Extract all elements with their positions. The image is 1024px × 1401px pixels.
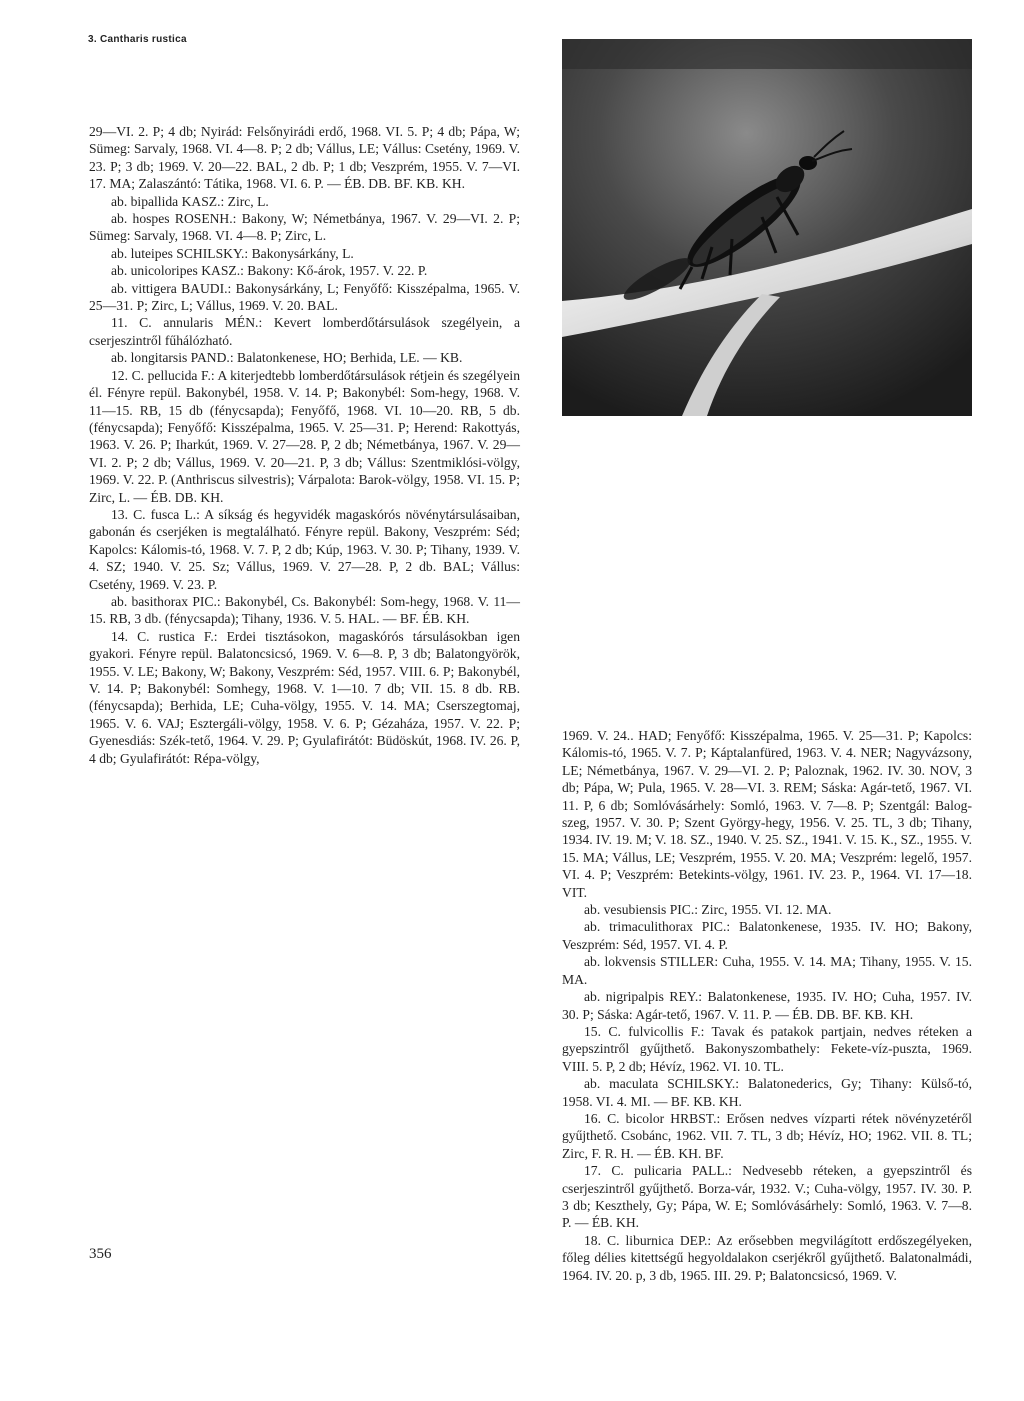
right-paragraph: ab. lokvensis STILLER: Cuha, 1955. V. 14. MA; Tihany, 1955. V. 15. MA.	[562, 954, 972, 987]
left-paragraph: 11. C. annularis MÉN.: Kevert lomberdőtársulások szegélyein, a cserjeszintről fűhálózható.	[89, 315, 520, 348]
beetle-photo-image	[562, 39, 972, 416]
running-title: 3. Cantharis rustica	[88, 34, 187, 45]
left-paragraph: 13. C. fusca L.: A síkság és hegyvidék magaskórós növénytársulásaiban, gabonán és cserjéken is megtalálható. Fényre repül. Bakony, Veszprém: Séd; Kapolcs: Kálomis-tó, 1968. V. 7. P, 2 db; Kúp, 1963. V. 30. P; Tihany, 1939. V. 4. SZ; 1940. V. 25. Sz; Vállus, 1969. V. 27—28. P, 2 db. BAL; Vállus: Csetény, 1969. V. 23. P.	[89, 506, 520, 592]
left-paragraph: ab. longitarsis PAND.: Balatonkenese, HO; Berhida, LE. — KB.	[111, 350, 463, 366]
left-paragraph: ab. hospes ROSENH.: Bakony, W; Németbánya, 1967. V. 29—VI. 2. P; Sümeg: Sarvaly, 1968. VI. 4—8. P; Zirc, L.	[89, 211, 520, 244]
right-paragraph: 18. C. liburnica DEP.: Az erősebben megvilágított erdőszegélyeken, főleg délies kitettségű hegyoldalakon cserjékről gyűjthető. Balatonalmádi, 1964. IV. 20. p, 3 db, 1965. III. 29. P; Balatoncsicsó, 1969. V.	[562, 1232, 972, 1283]
left-paragraph: 14. C. rustica F.: Erdei tisztásokon, magaskórós társulásokban igen gyakori. Fényre repül. Balatoncsicsó, 1969. V. 6—8. P, 3 db; Balatongyörök, 1955. V. LE; Bakony, W; Bakony, Veszprém: Séd, 1957. VIII. 6. P; Bakonybél, V. 14. P; Bakonybél: Somhegy, 1968. V. 1—10. 7 db; VII. 15. 8 db. RB. (fénycsapda); Berhida, LE; Cuha-völgy, 1955. V. 14. MA; Cserszegtomaj, 1965. V. 6. VAJ; Esztergáli-völgy, 1958. V. 6. P; Gézaháza, 1957. V. 22. P; Gyenesdiás: Szék-tető, 1964. V. 29. P; Gyulafirátót: Büdöskút, 1968. IV. 26. P, 4 db; Gyulafirátót: Répa-völgy,	[89, 628, 520, 766]
page-number: 356	[89, 1246, 112, 1262]
right-text-column	[562, 727, 972, 1284]
right-paragraph: ab. vesubiensis PIC.: Zirc, 1955. VI. 12. MA.	[584, 902, 832, 918]
left-paragraph: ab. unicoloripes KASZ.: Bakony: Kő-árok, 1957. V. 22. P.	[111, 263, 428, 279]
left-paragraph: 29—VI. 2. P; 4 db; Nyirád: Felsőnyirádi erdő, 1968. VI. 5. P; 4 db; Pápa, W; Sümeg: Sarvaly, 1968. VI. 4—8. P; 2 db; Vállus, LE; Vállus: Csetény, 1969. V. 23. P; 3 db; 1969. V. 20—22. BAL, 2 db. P; 1 db; Veszprém, 1955. V. 7—VI. 17. MA; Zalaszántó: Tátika, 1968. VI. 6. P. — ÉB. DB. BF. KB. KH.	[89, 124, 520, 192]
right-paragraph: 17. C. pulicaria PALL.: Nedvesebb réteken, a gyepszintről és cserjeszintről gyűjthető. Borza-vár, 1932. V.; Cuha-völgy, 1957. IV. 30. P. 3 db; Keszthely, Gy; Pápa, W. E; Somlóvásárhely: Somló, 1963. V. 7—8. P. — ÉB. KH.	[562, 1163, 972, 1231]
left-text-column	[89, 123, 520, 767]
left-paragraph: ab. vittigera BAUDI.: Bakonysárkány, L; Fenyőfő: Kisszépalma, 1965. V. 25—31. P; Zirc, L; Vállus, 1969. V. 20. BAL.	[89, 280, 520, 314]
right-paragraph: 15. C. fulvicollis F.: Tavak és patakok partjain, nedves réteken a gyepszintről gyűjthető. Bakonyszombathely: Fekete-víz-puszta, 1969. VIII. 5. P, 2 db; Hévíz, 1962. VI. 10. TL.	[562, 1023, 972, 1074]
right-paragraph: ab. maculata SCHILSKY.: Balatonederics, Gy; Tihany: Külső-tó, 1958. VI. 4. MI. — BF. KB. KH.	[562, 1076, 972, 1109]
left-paragraph: ab. bipallida KASZ.: Zirc, L.	[111, 193, 269, 209]
left-paragraph: ab. basithorax PIC.: Bakonybél, Cs. Bakonybél: Som-hegy, 1968. V. 11—15. RB, 3 db. (fénycsapda); Tihany, 1936. V. 5. HAL. — BF. ÉB. KH.	[89, 593, 520, 627]
left-paragraph: ab. luteipes SCHILSKY.: Bakonysárkány, L.	[111, 245, 354, 261]
beetle-photo	[562, 39, 972, 416]
left-paragraph: 12. C. pellucida F.: A kiterjedtebb lomberdőtársulások rétjein és szegélyein él. Fényre repül. Bakonybél, 1958. V. 14. P; Bakonybél: Som-hegy, 1968. V. 11—15. RB, 15 db (fénycsapda); Fenyőfő, 1968. VI. 10—20. RB, 5 db. (fénycsapda); Fenyőfő: Kisszépalma, 1965. V. 25—31. P; Herend: Rakottyás, 1963. V. 26. P; Iharkút, 1969. V. 27—28. P, 2 db; Németbánya, 1967. V. 29—VI. 2. P; 2 db; Vállus, 1969. V. 20—21. P, 3 db; Vállus: Szentmiklósi-völgy, 1969. V. 22. P. (Anthriscus silvestris); Várpalota: Barok-völgy, 1958. VI. 15. P; Zirc, L. — ÉB. DB. KH.	[89, 367, 520, 505]
right-paragraph: ab. nigripalpis REY.: Balatonkenese, 1935. IV. HO; Cuha, 1957. IV. 30. P; Sáska: Agár-tető, 1967. V. 11. P. — ÉB. DB. BF. KB. KH.	[562, 989, 972, 1022]
right-paragraph: ab. trimaculithorax PIC.: Balatonkenese, 1935. IV. HO; Bakony, Veszprém: Séd, 1957. VI. 4. P.	[562, 919, 972, 952]
right-paragraph: 16. C. bicolor HRBST.: Erősen nedves vízparti rétek növényzetéről gyűjthető. Csobánc, 1962. VII. 7. TL, 3 db; Hévíz, HO; 1962. VII. 8. TL; Zirc, F. R. H. — ÉB. KH. BF.	[562, 1110, 972, 1161]
right-paragraph: 1969. V. 24.. HAD; Fenyőfő: Kisszépalma, 1965. V. 25—31. P; Kapolcs: Kálomis-tó, 1965. V. 7. P; Káptalanfüred, 1963. V. 4. NER; Nagyvázsony, LE; Németbánya, 1967. V. 29—VI. 2. P; Paloznak, 1962. IV. 30. NOV, 3 db; Pápa, W; Pula, 1965. V. 28—VI. 3. REM; Sáska: Agár-tető, 1967. VI. 11. P, 6 db; Somlóvásárhely: Somló, 1963. V. 7—8. P; Szentgál: Balog-szeg, 1957. V. 30. P; Szent György-hegy, 1956. V. 25. TL, 3 db; Tihany, 1934. IV. 19. M; V. 18. SZ., 1940. V. 25. SZ., 1941. V. 15. K., SZ., 1955. V. 15. MA; Vállus, LE; Veszprém, 1955. V. 20. MA; Veszprém: legelő, 1957. VI. 4. P; Veszprém: Betekints-völgy, 1961. IV. 23. P., 1964. VI. 17—18. VIT.	[562, 728, 972, 900]
